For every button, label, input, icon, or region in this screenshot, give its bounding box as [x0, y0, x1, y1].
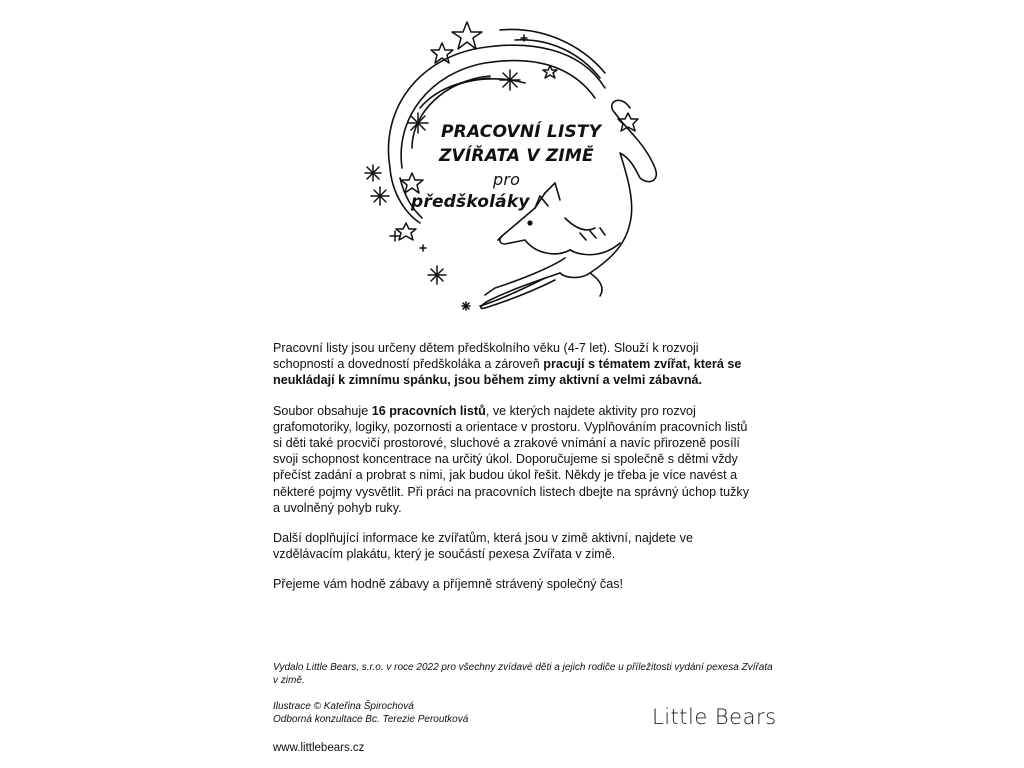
- intro-text: [273, 340, 753, 607]
- intro-p2-bold: 16 pracovních listů: [371, 403, 486, 418]
- website-link[interactable]: www.littlebears.cz: [273, 742, 365, 754]
- intro-paragraph-1: [273, 340, 753, 389]
- cover-title-line-4: předškoláky: [411, 192, 530, 212]
- intro-paragraph-2: [273, 403, 753, 516]
- fox-snowflakes-illustration: [350, 18, 680, 318]
- cover-title-line-3: pro: [493, 170, 521, 189]
- intro-paragraph-3: Další doplňující informace ke zvířatům, která jsou v zimě aktivní, najdete ve vzdělávacím plakátu, který je součástí pexesa Zvířata v zimě.: [273, 531, 693, 562]
- little-bears-logo: Little Bears: [652, 705, 777, 729]
- intro-paragraph-4: Přejeme vám hodně zábavy a příjemně strávený společný čas!: [273, 577, 623, 592]
- cover-title-line-2: ZVÍŘATA V ZIMĚ: [439, 146, 594, 166]
- intro-p1-text: Pracovní listy jsou určeny dětem předškolního věku (4-7 let). Slouží k rozvoji schopností a dovedností předškoláka a zároveň: [273, 341, 699, 372]
- cover-title-line-1: PRACOVNÍ LISTY: [441, 122, 602, 142]
- consultation-credit: Odborná konzultace Bc. Terezie Peroutková: [273, 714, 469, 725]
- illustration-credit: Ilustrace © Kateřina Špirochová: [273, 701, 414, 712]
- intro-p2-text-start: Soubor obsahuje: [273, 403, 372, 418]
- publisher-note: Vydalo Little Bears, s.r.o. v roce 2022 pro všechny zvídavé děti a jejich rodiče u příležitosti vydání pexesa Zvířata v zimě.: [273, 662, 773, 686]
- intro-p2-text-end: , ve kterých najdete aktivity pro rozvoj grafomotoriky, logiky, pozornosti a orientace v prostoru. Vyplňováním pracovních listů si děti také procvičí prostorové, sluchové a zrakové vnímání a navíc přirozeně posílí svoji schopnost koncentrace na určitý úkol. Doporučujeme si společně s dětmi vždy přečíst zadání a probrat s nimi, jak budou úkol řešit. Někdy je třeba je více navést a některé pojmy vysvětlit. Při práci na pracovních listech dbejte na správný úchop tužky a uvolněný pohyb ruky.: [273, 403, 749, 515]
- intro-p1-bold: pracují s tématem zvířat, která se neukládají k zimnímu spánku, jsou během zimy aktivní a velmi zábavná.: [273, 357, 742, 388]
